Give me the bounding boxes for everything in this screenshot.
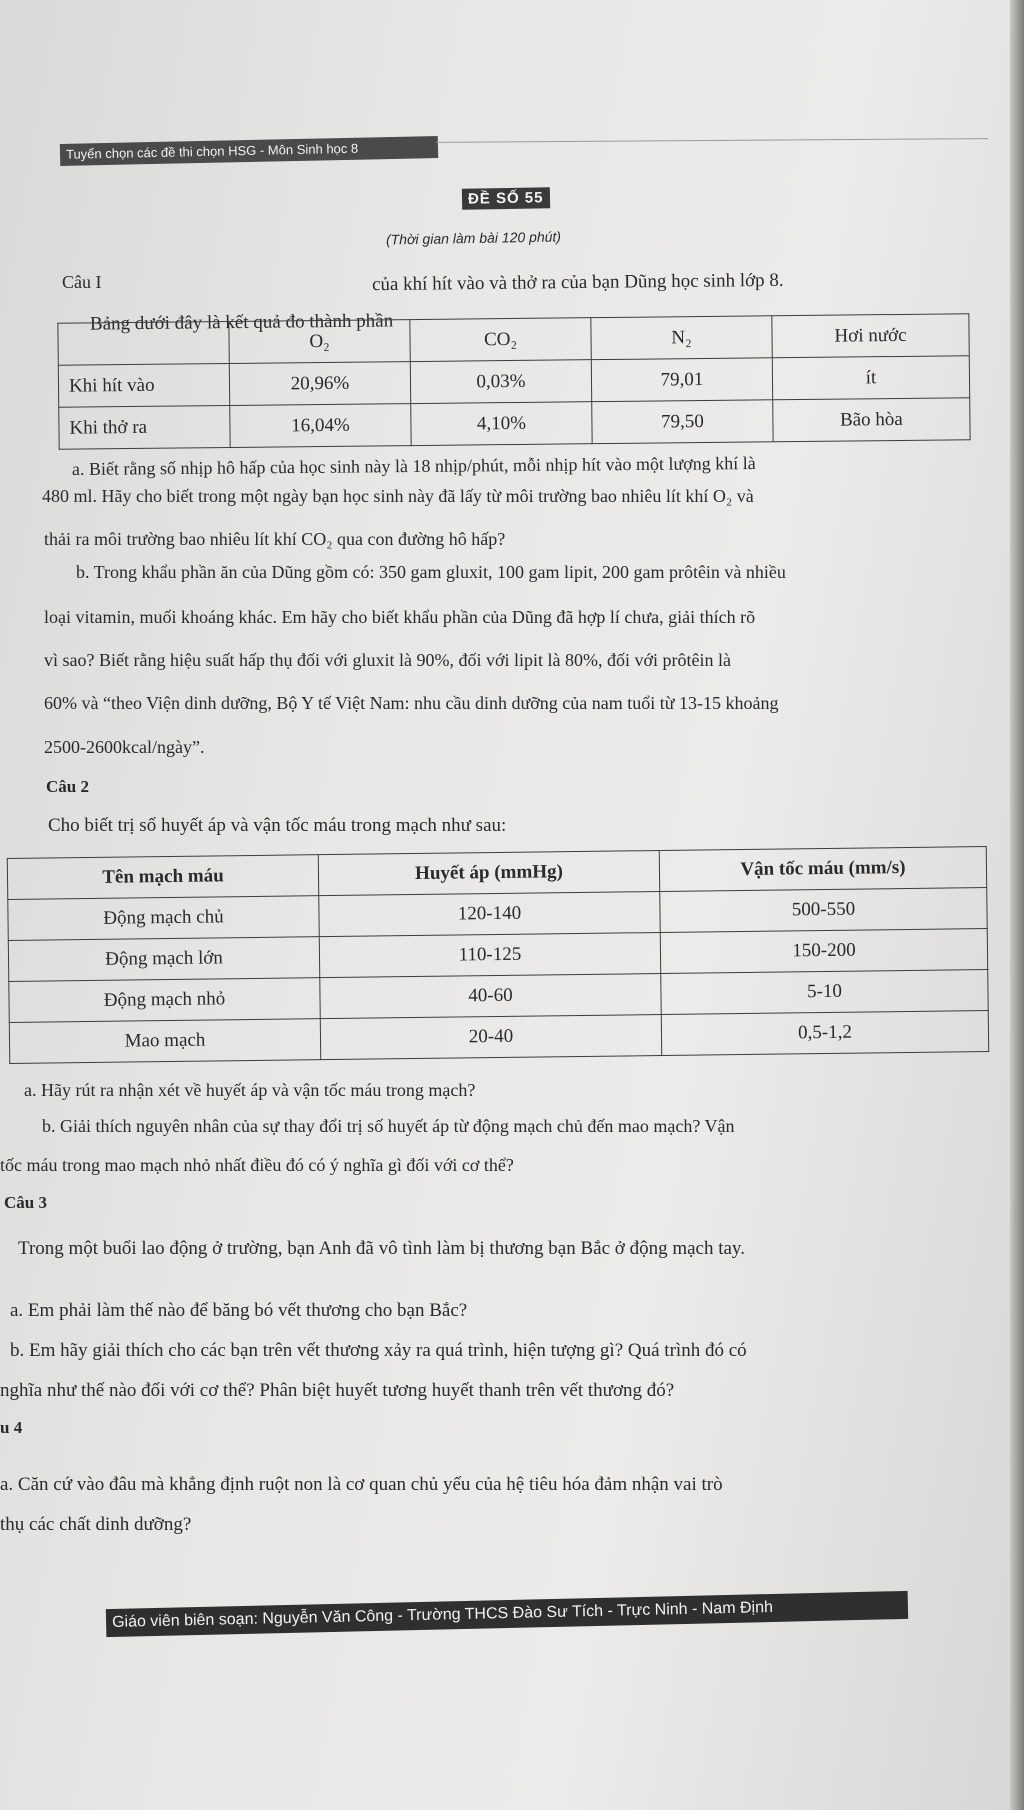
table-cell <box>58 321 229 365</box>
q1b-line2: loại vitamin, muối khoáng khác. Em hãy cho biết khẩu phần của Dũng đã hợp lí chưa, giải thích rõ <box>44 607 756 627</box>
q3-label: Câu 3 <box>4 1193 47 1212</box>
exam-number: ĐỀ SỐ 55 <box>462 187 550 210</box>
q2b-line2: tốc máu trong mao mạch nhỏ nhất điều đó có ý nghĩa gì đối với cơ thể? <box>0 1155 514 1175</box>
table-cell: Bão hòa <box>773 398 970 442</box>
table-cell: 16,04% <box>230 404 411 448</box>
table-cell: 4,10% <box>411 402 592 446</box>
table-cell: Khi thở ra <box>59 405 230 449</box>
q1-intro-right: của khí hít vào và thở ra của bạn Dũng học sinh lớp 8. <box>371 269 784 296</box>
q2-label: Câu 2 <box>46 777 89 796</box>
q2a: a. Hãy rút ra nhận xét về huyết áp và vận tốc máu trong mạch? <box>24 1080 476 1100</box>
q2b-line1: b. Giải thích nguyên nhân của sự thay đổi trị số huyết áp từ động mạch chủ đến mao mạch? Vận <box>42 1116 735 1136</box>
table-cell: 0,03% <box>410 360 591 404</box>
q3a: a. Em phải làm thế nào để băng bó vết thương cho bạn Bắc? <box>10 1300 468 1321</box>
table-cell: Động mạch lớn <box>8 937 319 982</box>
table-cell: 20,96% <box>229 362 410 406</box>
footer-banner: Giáo viên biên soạn: Nguyễn Văn Công - Trường THCS Đào Sư Tích - Trực Ninh - Nam Định <box>106 1591 908 1637</box>
table-cell: 5-10 <box>661 970 988 1015</box>
header-banner: Tuyển chọn các đề thi chọn HSG - Môn Sinh học 8 <box>60 136 438 166</box>
q3b-line2: nghĩa như thế nào đối với cơ thể? Phân biệt huyết tương huyết thanh trên vết thương đó? <box>0 1380 675 1401</box>
table-cell: Hơi nước <box>772 314 969 358</box>
table-cell: Mao mạch <box>9 1019 320 1064</box>
q1b-line1: b. Trong khẩu phần ăn của Dũng gồm có: 350 gam gluxit, 100 gam lipit, 200 gam prôtêin và nhiều <box>76 562 786 582</box>
table-cell: 20-40 <box>320 1015 661 1060</box>
table-row <box>59 398 970 450</box>
q3-intro: Trong một buổi lao động ở trường, bạn Anh đã vô tình làm bị thương bạn Bắc ở động mạch tay. <box>18 1238 745 1259</box>
q4a-line2: thụ các chất dinh dưỡng? <box>0 1514 192 1535</box>
q2-intro: Cho biết trị số huyết áp và vận tốc máu trong mạch như sau: <box>48 815 507 836</box>
q1a-line2: 480 ml. Hãy cho biết trong một ngày bạn học sinh này đã lấy từ môi trường bao nhiêu lít khí O₂ và <box>42 486 754 506</box>
table-cell: Động mạch nhỏ <box>9 978 320 1023</box>
gas-composition-table <box>57 313 970 450</box>
time-note: (Thời gian làm bài 120 phút) <box>385 228 562 248</box>
q3b-line1: b. Em hãy giải thích cho các bạn trên vết thương xảy ra quá trình, hiện tượng gì? Quá trình đó có <box>10 1340 747 1361</box>
q1-intro-left: Bảng dưới đây là kết quả đo thành phần <box>89 310 394 335</box>
q1a-line1: a. Biết rằng số nhịp hô hấp của học sinh này là 18 nhịp/phút, mỗi nhịp hít vào một lượng khí là <box>71 453 756 479</box>
q1-label: Câu I <box>62 272 102 292</box>
table-cell: 0,5-1,2 <box>661 1011 988 1056</box>
q4a-line1: a. Căn cứ vào đâu mà khẳng định ruột non là cơ quan chủ yếu của hệ tiêu hóa đảm nhận vai trò <box>0 1474 723 1495</box>
table-cell: ít <box>772 356 969 400</box>
page-edge <box>1010 0 1024 1810</box>
q1a-line3: thải ra môi trường bao nhiêu lít khí CO₂ qua con đường hô hấp? <box>44 529 506 549</box>
table-cell: N₂ <box>591 316 772 360</box>
q1b-line4: 60% và “theo Viện dinh dưỡng, Bộ Y tế Việt Nam: nhu cầu dinh dưỡng của nam tuổi từ 13-15 khoảng <box>44 693 779 713</box>
q1b-line5: 2500-2600kcal/ngày”. <box>44 737 205 757</box>
table-cell: Khi hít vào <box>58 363 229 407</box>
table-header-cell: Huyết áp (mmHg) <box>318 851 659 896</box>
table-cell: 79,50 <box>592 400 773 444</box>
q4-label: u 4 <box>0 1418 23 1437</box>
table-cell: 500-550 <box>660 888 987 933</box>
table-cell: 120-140 <box>319 892 660 937</box>
header-rule <box>436 138 988 143</box>
blood-pressure-table <box>7 846 989 1064</box>
table-cell: 150-200 <box>660 929 987 974</box>
table-cell: CO₂ <box>410 318 591 362</box>
table-cell: O₂ <box>229 320 410 364</box>
table-cell: 40-60 <box>320 974 661 1019</box>
table-cell: 110-125 <box>319 933 660 978</box>
q1b-line3: vì sao? Biết rằng hiệu suất hấp thụ đối với gluxit là 90%, đối với lipit là 80%, đối với prôtêin là <box>44 650 731 670</box>
table-header-cell: Tên mạch máu <box>7 855 318 900</box>
table-cell: 79,01 <box>591 358 772 402</box>
table-cell: Động mạch chủ <box>8 896 319 941</box>
table-header-cell: Vận tốc máu (mm/s) <box>659 847 986 892</box>
